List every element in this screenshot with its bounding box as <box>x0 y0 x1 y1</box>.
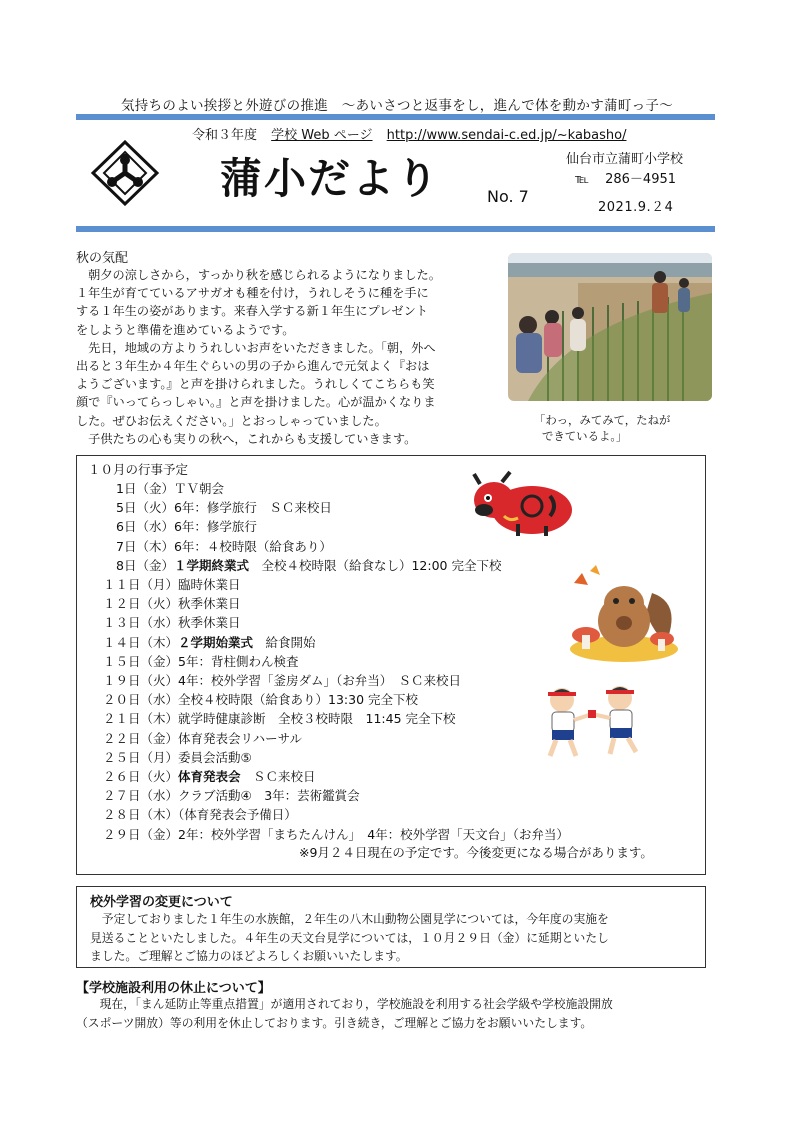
event-text: ＳＣ来校日 <box>240 769 316 784</box>
autumn-heading: 秋の気配 <box>76 251 129 266</box>
change-paragraph <box>90 910 696 966</box>
caption-line: できているよ。」 <box>542 429 628 443</box>
autumn-line: １年生が育てているアサガオも種を付け，うれしそうに種を手に <box>76 286 429 301</box>
event-text: 全校４校時限（給食あり）13:30 完全下校 <box>178 692 419 708</box>
schedule-note: ※9月２４日現在の予定です。今後変更になる場合があります。 <box>299 845 653 860</box>
facility-heading: 【学校施設利用の休止について】 <box>76 981 271 996</box>
schedule-event-row <box>116 517 257 536</box>
event-text: 6年：修学旅行 ＳＣ来校日 <box>173 500 332 516</box>
photo-caption <box>534 412 670 444</box>
squirrel-autumn-icon <box>566 563 682 663</box>
event-text: 就学時健康診断 全校３校時限 11:45 完全下校 <box>178 711 456 727</box>
event-text: 臨時休業日 <box>178 577 241 592</box>
event-date: ２０日（水） <box>103 692 179 708</box>
facility-line: 現在，「まん延防止等重点措置」が適用されており，学校施設を利用する社会学級や学校施設開放 <box>76 997 613 1011</box>
event-date: １５日（金） <box>103 653 179 669</box>
schedule-event-row <box>103 633 316 652</box>
header-top-rule <box>76 114 715 120</box>
autumn-line: 子供たちの心も実りの秋へ，これからも支援していきます。 <box>76 431 417 446</box>
tel-number: 286－4951 <box>605 172 677 187</box>
schedule-event-row <box>103 690 418 709</box>
change-line: 予定しておりました１年生の水族館，２年生の八木山動物公園見学については，今年度の実施を <box>90 912 609 926</box>
event-date: １２日（火） <box>103 596 179 612</box>
facility-line: （スポーツ開放）等の利用を休止しております。引き続き，ご理解とご協力をお願いいたします。 <box>76 1015 593 1030</box>
autumn-line: する１年生の姿があります。来春入学する新１年生にプレゼント <box>76 304 428 319</box>
event-highlight: １学期終業式 <box>173 557 249 573</box>
schedule-event-row <box>116 556 501 575</box>
autumn-line: 出ると３年生か４年生ぐらいの男の子から進んで元気よく『おは <box>76 359 430 374</box>
event-date: １９日（火） <box>103 673 179 688</box>
schedule-event-row <box>103 729 302 748</box>
event-text: クラブ活動④ 3年：芸術鑑賞会 <box>178 788 360 804</box>
issue-date: 2021.9.２4 <box>598 200 674 215</box>
caption-line: 「わっ，みてみて，たねが <box>534 413 671 427</box>
schedule-event-row <box>103 767 316 786</box>
schedule-event-row <box>103 652 298 671</box>
web-label: 学校 Web ページ <box>271 128 373 143</box>
event-date: １３日（水） <box>103 615 179 631</box>
autumn-line: ようございます。』と声を掛けられました。うれしくてこちらも笑 <box>76 377 435 392</box>
header-bottom-rule <box>76 226 715 232</box>
schedule-title: １０月の行事予定 <box>88 462 189 477</box>
event-date: ２６日（火） <box>103 769 179 784</box>
event-text: 2年：校外学習「まちたんけん」 4年：校外学習「天文台」（お弁当） <box>178 826 569 842</box>
event-date: ２５日（月） <box>103 749 179 765</box>
event-text: 給食開始 <box>253 634 316 650</box>
event-text: ＴＶ朝会 <box>173 481 224 496</box>
autumn-line: した。ぜひお伝えください。」とおっしゃっていました。 <box>76 413 387 428</box>
schedule-event-row <box>103 786 360 805</box>
change-line: 見送ることといたしました。４年生の天文台見学については，１０月２９日（金）に延期といたし <box>90 930 609 945</box>
school-web-info <box>192 124 636 143</box>
fiscal-year: 令和３年度 <box>192 128 258 143</box>
event-text: 全校４校時限（給食なし）12:00 完全下校 <box>248 557 502 573</box>
event-text: 体育発表会リハーサル <box>178 730 303 746</box>
schedule-event-row <box>103 709 456 728</box>
event-date: １４日（木） <box>103 634 179 650</box>
schedule-event-row <box>103 613 241 632</box>
schedule-event-row <box>103 748 252 767</box>
autumn-line: 先日，地域の方よりうれしいお声をいただきました。「朝，外へ <box>76 340 436 355</box>
schedule-event-row <box>103 671 461 690</box>
school-slogan: 気持ちのよい挨拶と外遊びの推進 ～あいさつと返事をし，進んで体を動かす蒲町っ子～ <box>121 98 673 114</box>
schedule-event-row <box>116 498 332 517</box>
event-text: 委員会活動⑤ <box>178 749 252 765</box>
event-date: ２９日（金） <box>103 826 179 842</box>
event-date: ２２日（金） <box>103 730 179 746</box>
schedule-event-row <box>116 479 224 498</box>
event-date: ２８日（木） <box>103 807 179 823</box>
event-highlight: ２学期始業式 <box>178 634 254 650</box>
event-text: 4年：校外学習「釜房ダム」（お弁当） ＳＣ来校日 <box>178 673 461 688</box>
autumn-paragraph <box>76 266 496 448</box>
autumn-line: 顔で『いってらっしゃい。』と声を掛けました。心が温かくなりま <box>76 395 436 410</box>
school-emblem-icon <box>90 140 160 206</box>
event-date: １１日（月） <box>103 577 179 592</box>
facility-paragraph <box>76 995 706 1032</box>
school-name: 仙台市立蒲町小学校 <box>566 152 684 167</box>
event-date: 1日（金） <box>116 481 174 496</box>
school-telephone <box>575 168 676 187</box>
event-date: 5日（火） <box>116 500 174 516</box>
event-text: 秋季休業日 <box>178 596 241 612</box>
issue-number: No. 7 <box>487 187 529 206</box>
event-highlight: 体育発表会 <box>178 769 241 784</box>
event-text: 6年：修学旅行 <box>173 519 257 535</box>
schedule-event-row <box>103 825 569 844</box>
event-text: 秋季休業日 <box>178 615 241 631</box>
change-line: ました。ご理解とご協力のほどよろしくお願いいたします。 <box>90 949 408 963</box>
event-date: 7日（木） <box>116 538 174 554</box>
event-text: 5年：背柱側わん検査 <box>178 653 299 669</box>
event-date: 8日（金） <box>116 557 174 573</box>
newsletter-title: 蒲小だより <box>220 154 441 203</box>
schedule-event-row <box>103 594 241 613</box>
autumn-line: 朝夕の涼しさから，すっかり秋を感じられるようになりました。 <box>76 268 441 282</box>
schedule-event-row <box>103 805 297 824</box>
school-url-link[interactable]: http://www.sendai-c.ed.jp/~kabasho/ <box>386 128 627 143</box>
morning-glory-photo <box>508 253 712 401</box>
event-date: ２７日（水） <box>103 788 179 804</box>
event-text: 6年：４校時限（給食あり） <box>173 538 332 554</box>
schedule-event-row <box>116 537 332 556</box>
event-date: ２１日（木） <box>103 711 179 727</box>
autumn-line: をしようと準備を進めているようです。 <box>76 322 295 337</box>
relay-children-icon <box>534 684 652 762</box>
akabeko-icon <box>470 470 578 540</box>
event-text: （体育発表会予備日） <box>178 807 297 823</box>
schedule-event-row <box>103 575 241 594</box>
event-date: 6日（水） <box>116 519 174 535</box>
tel-label: ℡ <box>575 172 589 187</box>
change-heading: 校外学習の変更について <box>90 895 233 910</box>
